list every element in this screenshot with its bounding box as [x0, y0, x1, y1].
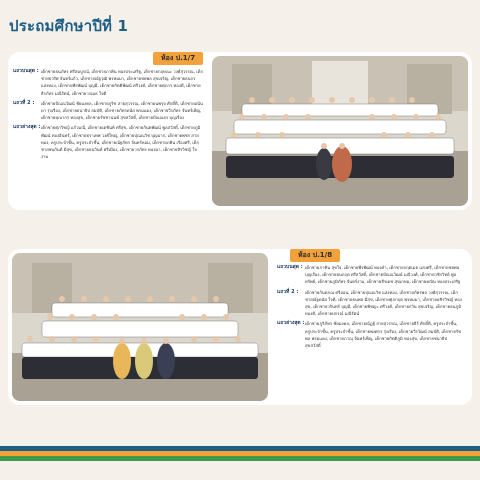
row-names: เด็กชายศุภวิชญ์ แก้วมณี, เด็กชายเตชินท์ ศรีสุข, เด็กชายกันตพัฒน์ พูลสวัสดิ์, เด็กชายภูมิพัฒน์ ทองอินทร์, เด็กชายธราเทพ วงศ์ใหญ่, เด็กชายปุณณวิช บุญมาก, เด็กชายพชร สายทอง, ครูประจำชั้น, ครูประจำชั้น, เด็กชายณัฐภัทร จันทร์หอม, เด็กชายภคิน เรืองศรี, เด็กชายชนกันต์ มีสุข, เด็กชายธนวินท์ ศรีเมือง, เด็กชายวรภัทร ทองมา, เด็กชายสิรวิชญ์ ใจงาม	[41, 125, 201, 160]
row-label: แถวที่ 2 :	[277, 288, 299, 295]
group-photo-image	[212, 56, 468, 206]
class-photo-1-7	[212, 56, 468, 206]
group-photo-image	[12, 253, 268, 401]
row-label: แถวล่างสุด :	[13, 124, 41, 131]
page-title: ประถมศึกษาปีที่ 1	[9, 17, 129, 35]
row-label: แถวบนสุด :	[13, 68, 39, 74]
name-row-top	[13, 68, 203, 97]
class-photo-1-8	[12, 253, 268, 401]
row-label: แถวที่ 2 :	[13, 99, 35, 106]
row-label: แถวบนสุด :	[277, 264, 303, 270]
footer-stripe-green	[0, 456, 480, 461]
name-row-top	[277, 264, 463, 286]
name-row-second	[277, 289, 463, 318]
row-names: เด็กชายปัณณวัฒน์ ชัยมงคล, เด็กชายภูริช สายสุวรรณ, เด็กชายนพรุจ ศักดิ์ดี, เด็กชายอนันดา รุ่งเรือง, เด็กชายธนาธิป สมบัติ, เด็กชายภัทรดนัย พรมแดง, เด็กชายวีรภัทร จันทร์เพ็ญ, เด็กชายคุณากร ทองสุข, เด็กชายรัชชานนท์ สุขสวัสดิ์, เด็กชายปัณณธร บุญเรือง	[41, 100, 203, 121]
row-names: เด็กชายกันตภณ ศรีอ่อน, เด็กชายปุณณวิช แสงทอง, เด็กชายภัทรพล วงศ์สุวรรณ, เด็กชายณัฐดนัย ใจดี, เด็กชายธนพล มีสุข, เด็กชายศุภกฤต พรหมมา, เด็กชายอชิรวิชญ์ ทองสุข, เด็กชายวรินทร์ บุญมี, เด็กชายพิชญะ ศรีวงศ์, เด็กชายกวิน สุขเจริญ, เด็กชายธนภูมิ ทองดี, เด็กชายปกรณ์ มณีรัตน์	[305, 289, 462, 317]
name-row-second	[13, 100, 203, 122]
student-names-1-7	[13, 68, 203, 163]
row-names: เด็กชายภูริภัทร ชัยมงคล, เด็กชายณัฏฐ์ สายสุวรรณ, เด็กชายธีร์ ศักดิ์ดี, ครูประจำชั้น, ครูประจำชั้น, ครูประจำชั้น, เด็กชายพงศกร รุ่งเรือง, เด็กชายวีรวัฒน์ สมบัติ, เด็กชายรัชพล พรมแดง, เด็กชายภาณุ จันทร์เพ็ญ, เด็กชายกิตติภูมิ ทองสุข, เด็กชายชนาธิป สุขสวัสดิ์	[305, 321, 461, 349]
room-badge-1-7: ห้อง ป.1/7	[153, 52, 203, 65]
row-names: เด็กชายภาคิน สุขใจ, เด็กชายพีรพัฒน์ ทองคำ, เด็กชายกฤตเมธ แสงศรี, เด็กชายชยพล บุญเรือง, เด็กชายธนกฤต ศรีสวัสดิ์, เด็กชายปัณณวัฒน์ มณีวงศ์, เด็กชายวชิรวิทย์ พูลทรัพย์, เด็กชายภูมิภัทร จันทร์งาม, เด็กชายธีรเดช สุขเกษม, เด็กชายคณิน ทองประเสริฐ	[305, 265, 461, 285]
name-row-bottom	[277, 320, 463, 349]
room-badge-1-8: ห้อง ป.1/8	[290, 249, 340, 262]
row-label: แถวล่างสุด :	[277, 320, 305, 327]
student-names-1-8	[277, 264, 463, 352]
name-row-bottom	[13, 124, 203, 160]
row-names: เด็กชายธนภัทร ศรีสมบูรณ์, เด็กชายภาคิน ทองประเสริฐ, เด็กชายกฤษณะ วงศ์สุวรรณ, เด็กชายปวริศ จันทร์แก้ว, เด็กชายณัฐวุฒิ พรหมมา, เด็กชายชยพล สุขเจริญ, เด็กชายธนกร แสงทอง, เด็กชายพีรพัฒน์ บุญมี, เด็กชายกิตติพัฒน์ ศรีวงศ์, เด็กชายศุภกร ทองดี, เด็กชายธีรภัทร มณีรัตน์, เด็กชายวรเมธ ใจดี	[41, 69, 203, 96]
